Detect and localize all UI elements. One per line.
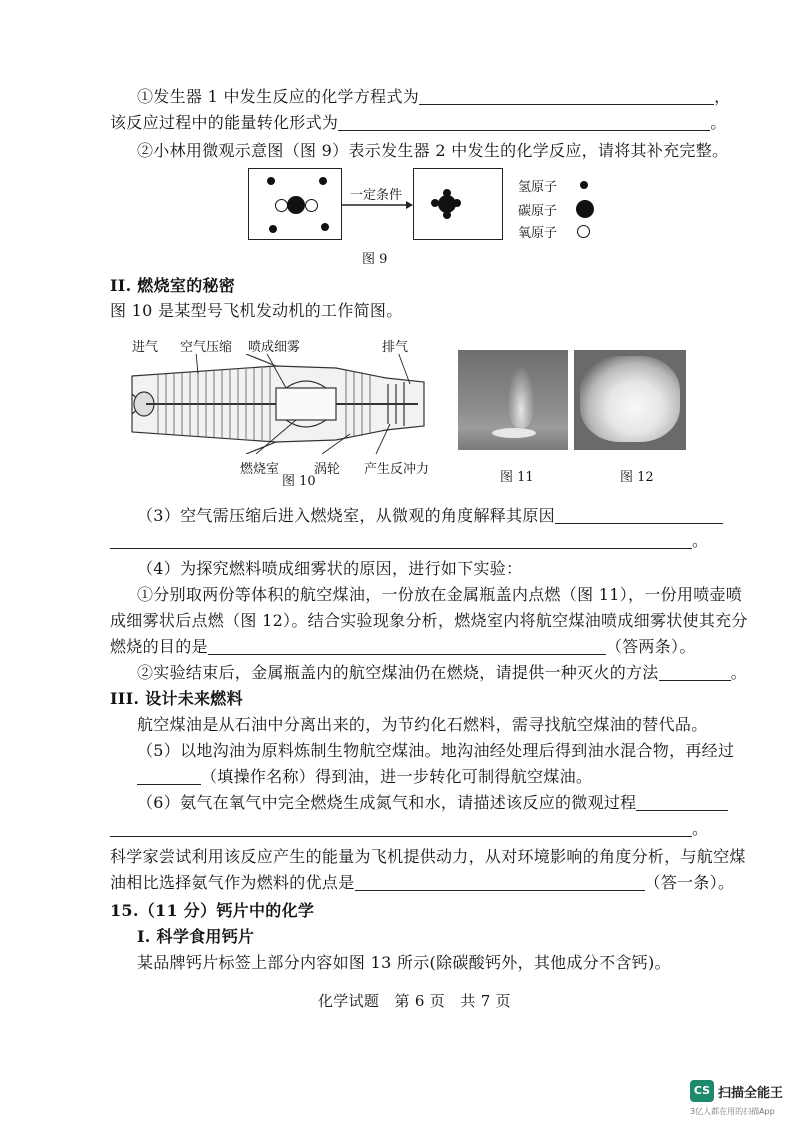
q1-line1: ①发生器 1 中发生反应的化学方程式为 ， (137, 87, 731, 106)
q4-p1-line3: 燃烧的目的是 （答两条）。 (110, 637, 696, 656)
q3-line1: （3）空气需压缩后进入燃烧室，从微观的角度解释其原因 (137, 505, 723, 527)
product-box (413, 168, 503, 240)
label-atomize: 喷成细雾 (248, 340, 301, 355)
answer-blank[interactable] (338, 112, 710, 131)
q3-line2: 。 (110, 530, 708, 552)
section-2-intro: 图 10 是某型号飞机发动机的工作简图。 (110, 301, 403, 320)
q6-line3: 科学家尝试利用该反应产生的能量为飞机提供动力，从对环境影响的角度分析，与航空煤 (110, 847, 746, 866)
label-combustor: 燃烧室 (240, 462, 280, 477)
label-exhaust: 排气 (382, 340, 409, 355)
section-heading-2: II. 燃烧室的秘密 (110, 276, 236, 295)
hydrogen-atom (319, 177, 327, 185)
q6-line4: 油相比选择氨气作为燃料的优点是 （答一条）。 (110, 873, 735, 892)
q6-line2: 。 (110, 818, 708, 840)
figure-11-photo (458, 350, 568, 450)
hydrogen-legend-icon (580, 181, 588, 189)
reaction-arrow-icon (340, 198, 414, 212)
carbon-atom (287, 196, 305, 214)
figure-12-photo (574, 350, 686, 450)
q15-text: 某品牌钙片标签上部分内容如图 13 所示(除碳酸钙外，其他成分不含钙)。 (137, 953, 671, 972)
q15-subheading: I. 科学食用钙片 (137, 927, 255, 946)
q4-p2: ②实验结束后，金属瓶盖内的航空煤油仍在燃烧，请提供一种灭火的方法 。 (137, 663, 747, 682)
answer-blank[interactable] (137, 766, 201, 785)
answer-blank[interactable] (419, 86, 714, 105)
answer-blank[interactable] (555, 505, 723, 524)
oxygen-atom (305, 199, 318, 212)
q5-line2: （填操作名称）得到油，进一步转化可制得航空煤油。 (137, 766, 592, 788)
hydrogen-atom (321, 223, 329, 231)
q1-line2: 该反应过程中的能量转化形式为 。 (110, 113, 727, 132)
q6-line1: （6）氨气在氧气中完全燃烧生成氮气和水，请描述该反应的微观过程 (137, 792, 728, 814)
large-flame-icon (580, 356, 680, 442)
hydrogen-atom (267, 177, 275, 185)
answer-blank[interactable] (208, 636, 606, 655)
label-thrust: 产生反冲力 (364, 462, 430, 477)
oxygen-legend-icon (577, 225, 590, 238)
label-compression: 空气压缩 (180, 340, 233, 355)
section-heading-3: III. 设计未来燃料 (110, 689, 243, 708)
hydrogen-atom (269, 225, 277, 233)
figure-11-caption: 图 11 (500, 470, 534, 485)
q5-line1: （5）以地沟油为原料炼制生物航空煤油。地沟油经处理后得到油水混合物，再经过 (137, 741, 735, 760)
bottle-cap-icon (492, 428, 536, 438)
hydrogen-atom (453, 199, 461, 207)
page-footer: 化学试题 第 6 页 共 7 页 (318, 992, 511, 1010)
reactant-box (248, 168, 342, 240)
hydrogen-atom (443, 211, 451, 219)
figure-10-caption: 图 10 (282, 474, 316, 489)
section-3-intro: 航空煤油是从石油中分离出来的，为节约化石燃料，需寻找航空煤油的替代品。 (137, 715, 708, 734)
small-flame-icon (508, 368, 534, 428)
q4-p1-line2: 成细雾状后点燃（图 12）。结合实验现象分析，燃烧室内将航空煤油喷成细雾状使其充分 (110, 611, 748, 630)
answer-blank[interactable] (659, 662, 731, 681)
q15-heading: 15.（11 分）钙片中的化学 (110, 901, 315, 920)
camscanner-name: 扫描全能王 (718, 1086, 784, 1101)
q4-p1-line1: ①分别取两份等体积的航空煤油，一份放在金属瓶盖内点燃（图 11），一份用喷壶喷 (137, 585, 743, 604)
arrow-condition-label: 一定条件 (350, 188, 403, 203)
label-intake: 进气 (132, 340, 159, 355)
label-turbine: 涡轮 (314, 462, 341, 477)
figure-9-caption: 图 9 (362, 252, 388, 267)
jet-engine-diagram (126, 354, 432, 454)
answer-blank[interactable] (636, 792, 728, 811)
answer-blank[interactable] (110, 530, 692, 549)
camscanner-logo: CS (690, 1080, 714, 1102)
q1-line3: ②小林用微观示意图（图 9）表示发生器 2 中发生的化学反应，请将其补充完整。 (137, 141, 729, 160)
q4-intro: （4）为探究燃料喷成细雾状的原因，进行如下实验： (137, 559, 523, 578)
carbon-legend-icon (576, 200, 594, 218)
answer-blank[interactable] (110, 818, 692, 837)
camscanner-tagline: 3亿人都在用的扫描App (690, 1107, 775, 1116)
answer-blank[interactable] (355, 872, 645, 891)
figure-12-caption: 图 12 (620, 470, 654, 485)
